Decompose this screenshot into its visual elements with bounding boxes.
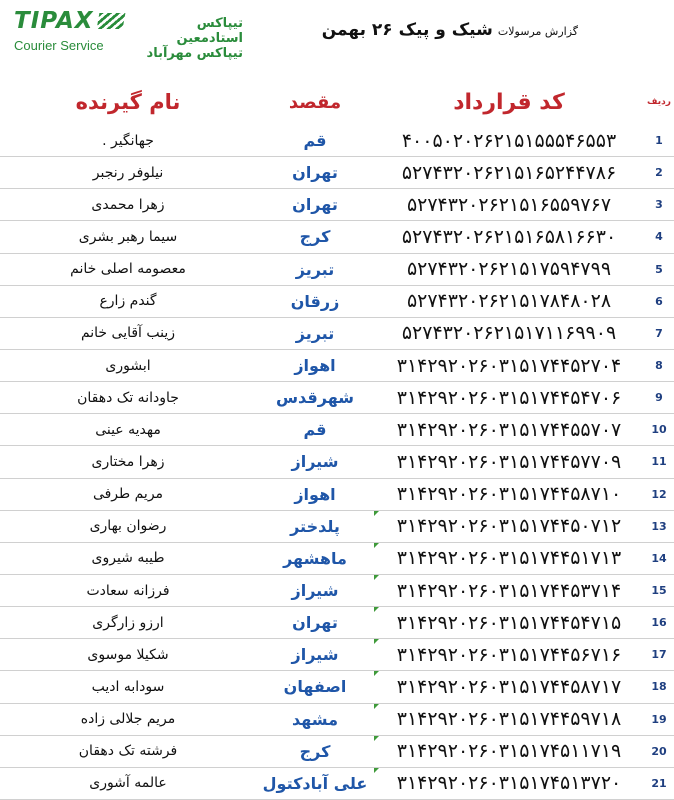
- tipax-logo: [14, 8, 124, 53]
- row-index: 16: [644, 607, 674, 639]
- row-destination: قم: [256, 414, 374, 446]
- row-contract-code: ۵۲۷۴۳۲۰۲۶۲۱۵۱۷۸۴۸۰۲۸: [374, 285, 644, 317]
- row-destination: تهران: [256, 157, 374, 189]
- row-contract-code: ۵۲۷۴۳۲۰۲۶۲۱۵۱۷۱۱۶۹۹۰۹: [374, 317, 644, 349]
- report-prefix: گزارش مرسولات: [497, 25, 578, 38]
- row-index: 1: [644, 125, 674, 157]
- row-destination: مشهد: [256, 703, 374, 735]
- table-row: [0, 542, 674, 574]
- logo-wordmark: TIPAX: [14, 8, 94, 34]
- row-destination: شهرقدس: [256, 382, 374, 414]
- table-row: [0, 446, 674, 478]
- row-contract-code: ۵۲۷۴۳۲۰۲۶۲۱۵۱۶۵۵۹۷۶۷: [374, 189, 644, 221]
- table-body: [0, 125, 674, 799]
- row-recipient: نیلوفر رنجبر: [0, 157, 256, 189]
- row-index: 19: [644, 703, 674, 735]
- row-contract-code: ۳۱۴۲۹۲۰۲۶۰۳۱۵۱۷۴۴۵۸۷۱۷: [374, 671, 644, 703]
- row-index: 11: [644, 446, 674, 478]
- row-contract-code: ۳۱۴۲۹۲۰۲۶۰۳۱۵۱۷۴۴۵۴۷۰۶: [374, 382, 644, 414]
- row-contract-code: ۳۱۴۲۹۲۰۲۶۰۳۱۵۱۷۴۴۵۷۷۰۹: [374, 446, 644, 478]
- row-contract-code: ۳۱۴۲۹۲۰۲۶۰۳۱۵۱۷۴۵۱۳۷۲۰: [374, 767, 644, 799]
- row-destination: تهران: [256, 607, 374, 639]
- row-recipient: سودابه ادیب: [0, 671, 256, 703]
- row-contract-code: ۳۱۴۲۹۲۰۲۶۰۳۱۵۱۷۴۴۵۳۷۱۴: [374, 574, 644, 606]
- table-row: [0, 607, 674, 639]
- table-row: [0, 125, 674, 157]
- row-index: 2: [644, 157, 674, 189]
- row-index: 20: [644, 735, 674, 767]
- row-recipient: زهرا محمدی: [0, 189, 256, 221]
- row-destination: کرج: [256, 221, 374, 253]
- header-contract-code: کد قرارداد: [453, 89, 565, 115]
- logo-stripes-icon: [96, 13, 125, 29]
- table-row: [0, 703, 674, 735]
- row-index: 9: [644, 382, 674, 414]
- row-contract-code: ۳۱۴۲۹۲۰۲۶۰۳۱۵۱۷۴۴۵۲۷۰۴: [374, 349, 644, 381]
- row-recipient: فرشته تک دهقان: [0, 735, 256, 767]
- row-recipient: مهدیه عینی: [0, 414, 256, 446]
- table-row: [0, 189, 674, 221]
- row-recipient: شکیلا موسوی: [0, 639, 256, 671]
- table-row: [0, 414, 674, 446]
- row-contract-code: ۳۱۴۲۹۲۰۲۶۰۳۱۵۱۷۴۴۵۰۷۱۲: [374, 510, 644, 542]
- row-index: 17: [644, 639, 674, 671]
- row-contract-code: ۳۱۴۲۹۲۰۲۶۰۳۱۵۱۷۴۴۵۶۷۱۶: [374, 639, 644, 671]
- table-header-row: [0, 79, 674, 125]
- row-destination: تهران: [256, 189, 374, 221]
- table-row: [0, 253, 674, 285]
- row-index: 4: [644, 221, 674, 253]
- row-recipient: ابشوری: [0, 349, 256, 381]
- row-recipient: رضوان بهاری: [0, 510, 256, 542]
- row-destination: شیراز: [256, 574, 374, 606]
- row-index: 8: [644, 349, 674, 381]
- row-index: 12: [644, 478, 674, 510]
- table-row: [0, 478, 674, 510]
- row-recipient: سیما رهبر بشری: [0, 221, 256, 253]
- table-row: [0, 735, 674, 767]
- row-contract-code: ۵۲۷۴۳۲۰۲۶۲۱۵۱۷۵۹۴۷۹۹: [374, 253, 644, 285]
- row-recipient: گندم زارع: [0, 285, 256, 317]
- table-row: [0, 382, 674, 414]
- branch-name-2: تیپاکس مهرآباد: [146, 46, 243, 61]
- row-contract-code: ۵۲۷۴۳۲۰۲۶۲۱۵۱۶۵۸۱۶۶۳۰: [374, 221, 644, 253]
- row-index: 6: [644, 285, 674, 317]
- row-contract-code: ۳۱۴۲۹۲۰۲۶۰۳۱۵۱۷۴۴۵۸۷۱۰: [374, 478, 644, 510]
- row-destination: کرج: [256, 735, 374, 767]
- row-recipient: مریم طرفی: [0, 478, 256, 510]
- row-destination: زرقان: [256, 285, 374, 317]
- row-destination: پلدختر: [256, 510, 374, 542]
- row-destination: اصفهان: [256, 671, 374, 703]
- header-destination: مقصد: [288, 91, 342, 113]
- shipments-table: [0, 79, 674, 800]
- row-destination: ماهشهر: [256, 542, 374, 574]
- row-index: 5: [644, 253, 674, 285]
- row-index: 18: [644, 671, 674, 703]
- row-destination: شیراز: [256, 639, 374, 671]
- row-destination: علی آبادکتول: [256, 767, 374, 799]
- table-row: [0, 221, 674, 253]
- row-contract-code: ۳۱۴۲۹۲۰۲۶۰۳۱۵۱۷۴۴۵۱۷۱۳: [374, 542, 644, 574]
- row-index: 14: [644, 542, 674, 574]
- row-index: 7: [644, 317, 674, 349]
- row-recipient: زهرا مختاری: [0, 446, 256, 478]
- row-recipient: مریم جلالی زاده: [0, 703, 256, 735]
- table-row: [0, 574, 674, 606]
- report-title: [322, 20, 578, 40]
- row-recipient: فرزانه سعادت: [0, 574, 256, 606]
- row-recipient: عالمه آشوری: [0, 767, 256, 799]
- table-row: [0, 767, 674, 799]
- row-recipient: جهانگیر .: [0, 125, 256, 157]
- report-header: [0, 0, 674, 78]
- row-index: 21: [644, 767, 674, 799]
- row-index: 3: [644, 189, 674, 221]
- branch-name-1: تیپاکس استادمعین: [176, 16, 243, 46]
- table-row: [0, 285, 674, 317]
- table-row: [0, 671, 674, 703]
- row-destination: اهواز: [256, 478, 374, 510]
- row-contract-code: ۳۱۴۲۹۲۰۲۶۰۳۱۵۱۷۴۴۵۹۷۱۸: [374, 703, 644, 735]
- row-index: 15: [644, 574, 674, 606]
- row-destination: تبریز: [256, 253, 374, 285]
- row-destination: شیراز: [256, 446, 374, 478]
- row-contract-code: ۳۱۴۲۹۲۰۲۶۰۳۱۵۱۷۴۴۵۴۷۱۵: [374, 607, 644, 639]
- row-destination: قم: [256, 125, 374, 157]
- table-row: [0, 317, 674, 349]
- row-contract-code: ۳۱۴۲۹۲۰۲۶۰۳۱۵۱۷۴۵۱۱۷۱۹: [374, 735, 644, 767]
- logo-subtitle: Courier Service: [14, 38, 104, 53]
- table-row: [0, 157, 674, 189]
- row-contract-code: ۳۱۴۲۹۲۰۲۶۰۳۱۵۱۷۴۴۵۵۷۰۷: [374, 414, 644, 446]
- row-index: 13: [644, 510, 674, 542]
- report-name: شیک و پیک ۲۶ بهمن: [321, 20, 493, 40]
- row-destination: اهواز: [256, 349, 374, 381]
- row-contract-code: ۵۲۷۴۳۲۰۲۶۲۱۵۱۶۵۲۴۴۷۸۶: [374, 157, 644, 189]
- header-recipient: نام گیرنده: [75, 90, 181, 114]
- table-row: [0, 639, 674, 671]
- table-row: [0, 510, 674, 542]
- row-recipient: معصومه اصلی خانم: [0, 253, 256, 285]
- row-recipient: طیبه شیروی: [0, 542, 256, 574]
- row-contract-code: ۴۰۰۵۰۲۰۲۶۲۱۵۱۵۵۵۴۶۵۵۳: [374, 125, 644, 157]
- table-row: [0, 349, 674, 381]
- row-index: 10: [644, 414, 674, 446]
- row-recipient: زینب آقایی خانم: [0, 317, 256, 349]
- header-index: ردیف: [647, 97, 671, 107]
- row-recipient: جاودانه تک دهقان: [0, 382, 256, 414]
- row-destination: تبریز: [256, 317, 374, 349]
- row-recipient: ارزو زارگری: [0, 607, 256, 639]
